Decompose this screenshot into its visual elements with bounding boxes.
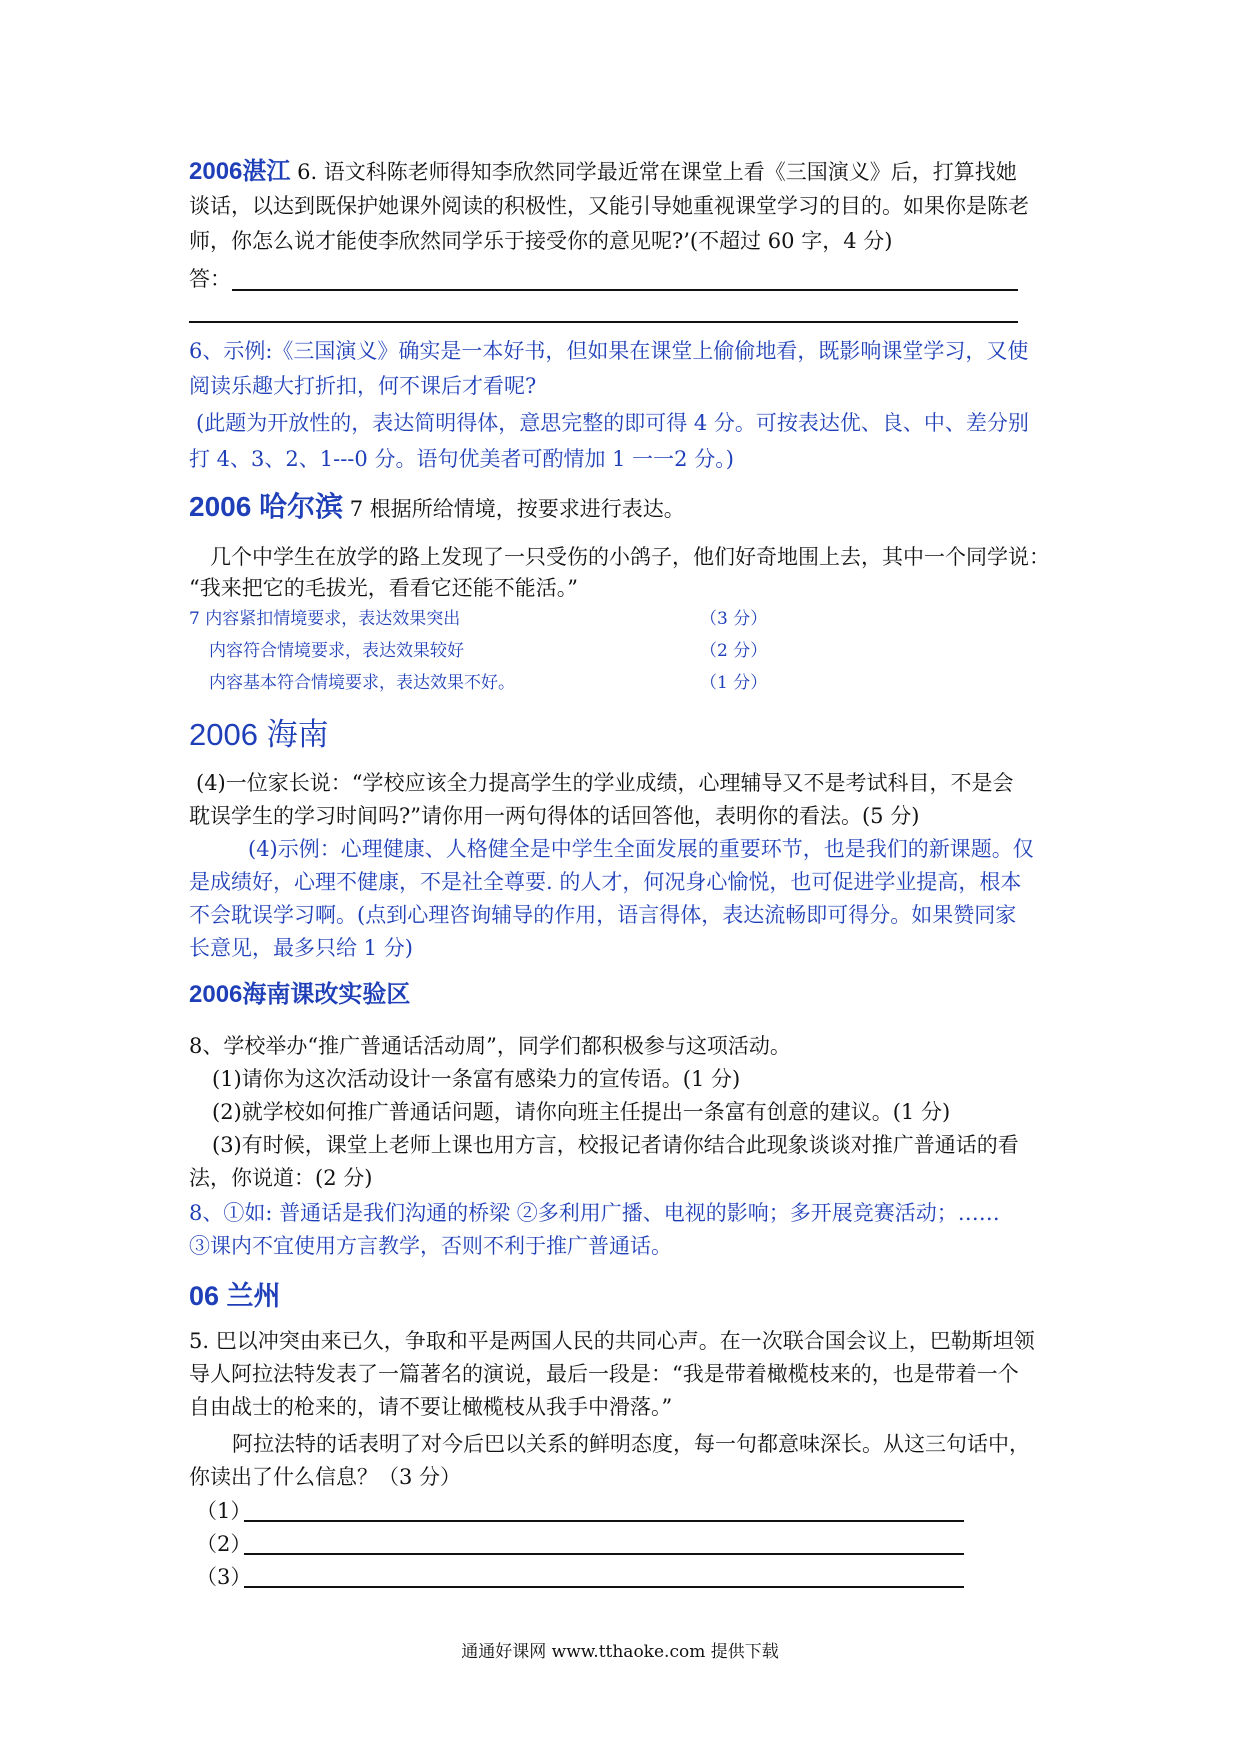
section-heading-lanzhou: 06 兰州 (189, 1281, 281, 1311)
lanzhou-question-line-5: 你读出了什么信息？（3 分） (189, 1465, 462, 1489)
answer-label: 答： (189, 267, 231, 291)
section-heading-hainan: 2006 海南 (189, 717, 329, 752)
answer-blank-2[interactable] (244, 1553, 964, 1555)
hainan-question-line-2: 耽误学生的学习时间吗?”请你用一两句得体的话回答他，表明你的看法。(5 分) (189, 804, 920, 828)
section-heading-zhanjiang: 2006湛江 (189, 158, 291, 185)
zhanjiang-answer-line-3: (此题为开放性的，表达简明得体，意思完整的即可得 4 分。可按表达优、良、中、差分别 (196, 411, 1029, 435)
zhanjiang-answer-line-1: 6、示例:《三国演义》确实是一本好书，但如果在课堂上偷偷地看，既影响课堂学习，又使 (189, 339, 1029, 363)
hainan-answer-line-3: 不会耽误学习啊。(点到心理咨询辅导的作用，语言得体，表达流畅即可得分。如果赞同家 (189, 903, 1017, 927)
harbin-rubric-1: 7 内容紧扣情境要求，表达效果突出 （3 分） (189, 609, 768, 629)
zhanjiang-answer-line-4: 打 4、3、2、1---0 分。语句优美者可酌情加 1 一一2 分。) (189, 447, 734, 471)
zhanjiang-question-line-1: 2006湛江 6. 语文科陈老师得知李欣然同学最近常在课堂上看《三国演义》后，打算找她 (189, 158, 1017, 185)
blank-label-1: （1） (196, 1499, 252, 1523)
hainan-question-line-1: (4)一位家长说：“学校应该全力提高学生的学业成绩，心理辅导又不是考试科目，不是会 (196, 771, 1014, 795)
harbin-passage-line-2: “我来把它的毛拔光，看看它还能不能活。” (189, 576, 578, 600)
answer-blank-1[interactable] (244, 1520, 964, 1522)
answer-line-1[interactable] (232, 289, 1018, 291)
blank-label-3: （3） (196, 1565, 252, 1589)
page-footer: 通通好课网 www.tthaoke.com 提供下载 (461, 1642, 779, 1662)
reform-item-3: (3)有时候，课堂上老师上课也用方言，校报记者请你结合此现象谈谈对推广普通话的看 (212, 1133, 1019, 1157)
blank-label-2: （2） (196, 1532, 252, 1556)
lanzhou-question-line-1: 5. 巴以冲突由来已久，争取和平是两国人民的共同心声。在一次联合国会议上，巴勒斯坦领 (189, 1329, 1035, 1353)
reform-answer-line-2: ③课内不宜使用方言教学，否则不利于推广普通话。 (189, 1234, 672, 1258)
answer-blank-3[interactable] (244, 1586, 964, 1588)
zhanjiang-question-line-2: 谈话，以达到既保护她课外阅读的积极性，又能引导她重视课堂学习的目的。如果你是陈老 (189, 194, 1029, 218)
zhanjiang-question-line-3: 师，你怎么说才能使李欣然同学乐于接受你的意见呢?’(不超过 60 字，4 分) (189, 229, 893, 253)
harbin-question-line: 2006 哈尔滨 7 根据所给情境，按要求进行表达。 (189, 491, 685, 522)
lanzhou-question-line-2: 导人阿拉法特发表了一篇著名的演说，最后一段是：“我是带着橄榄枝来的，也是带着一个 (189, 1362, 1019, 1386)
reform-item-3-cont: 法，你说道：(2 分) (189, 1166, 373, 1190)
reform-item-2: (2)就学校如何推广普通话问题，请你向班主任提出一条富有创意的建议。(1 分) (212, 1100, 951, 1124)
zhanjiang-answer-line-2: 阅读乐趣大打折扣，何不课后才看呢? (189, 374, 537, 398)
reform-item-1: (1)请你为这次活动设计一条富有感染力的宣传语。(1 分) (212, 1067, 741, 1091)
reform-question: 8、学校举办“推广普通话活动周”，同学们都积极参与这项活动。 (189, 1034, 791, 1058)
reform-answer-line-1: 8、①如: 普通话是我们沟通的桥梁 ②多利用广播、电视的影响；多开展竞赛活动；…… (189, 1201, 1000, 1225)
answer-line-2[interactable] (189, 321, 1018, 323)
hainan-answer-line-2: 是成绩好，心理不健康，不是社全尊要. 的人才，何况身心愉悦，也可促进学业提高，根本 (189, 870, 1022, 894)
harbin-passage-line-1: 几个中学生在放学的路上发现了一只受伤的小鸽子，他们好奇地围上去，其中一个同学说： (210, 545, 1050, 569)
section-heading-hainan-reform: 2006海南课改实验区 (189, 981, 411, 1008)
section-heading-harbin: 2006 哈尔滨 (189, 491, 344, 522)
hainan-answer-line-4: 长意见，最多只给 1 分) (189, 936, 413, 960)
harbin-rubric-2: 内容符合情境要求，表达效果较好 （2 分） (209, 641, 768, 661)
hainan-answer-line-1: (4)示例：心理健康、人格健全是中学生全面发展的重要环节，也是我们的新课题。仅 (248, 837, 1034, 861)
harbin-rubric-3: 内容基本符合情境要求，表达效果不好。 （1 分） (209, 673, 768, 693)
lanzhou-question-line-3: 自由战士的枪来的，请不要让橄榄枝从我手中滑落。” (189, 1395, 673, 1419)
lanzhou-question-line-4: 阿拉法特的话表明了对今后巴以关系的鲜明态度，每一句都意味深长。从这三句话中， (232, 1432, 1030, 1456)
